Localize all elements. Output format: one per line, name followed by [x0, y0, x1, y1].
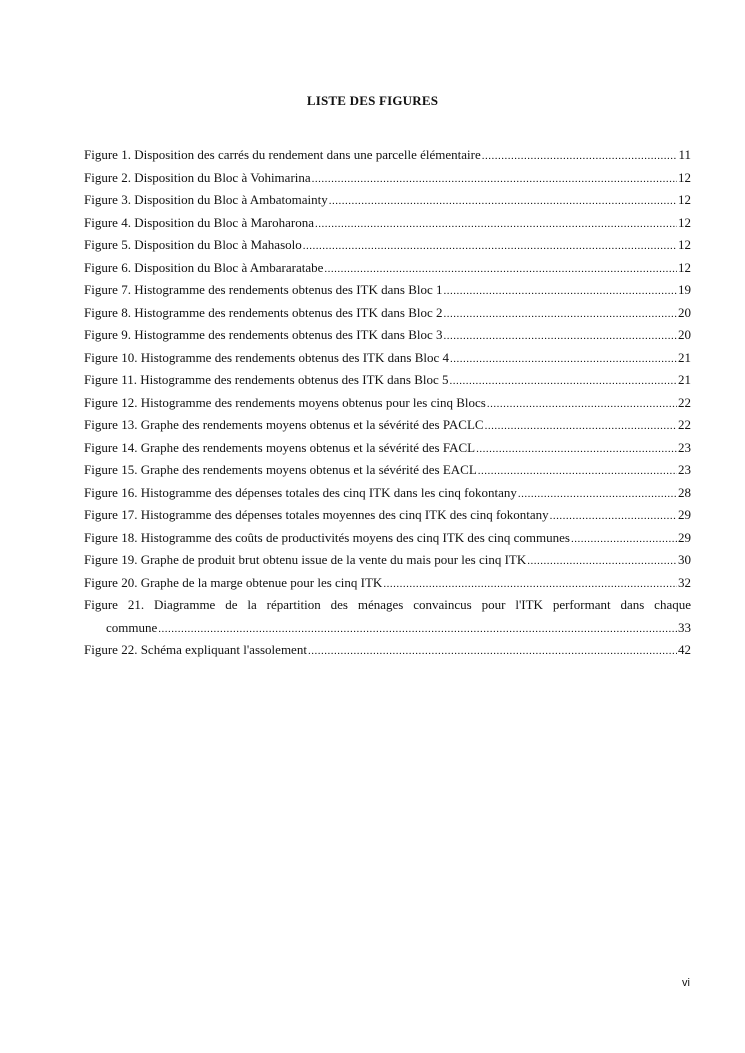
toc-entry-figure-7[interactable]: [84, 281, 691, 304]
page-title: LISTE DES FIGURES: [306, 93, 439, 108]
dot-leader: [383, 575, 677, 593]
toc-entry-page: 21: [678, 372, 691, 387]
toc-entry-figure-8[interactable]: [84, 304, 691, 327]
toc-entry-page: 12: [678, 237, 691, 252]
toc-entry-figure-22[interactable]: [84, 641, 691, 664]
dot-leader: [158, 620, 677, 638]
toc-entry-label: Figure 2. Disposition du Bloc à Vohimarina: [84, 169, 311, 185]
toc-entry-label: Figure 7. Histogramme des rendements obtenus des ITK dans Bloc 1: [84, 282, 443, 297]
dot-leader: [476, 440, 677, 458]
dot-leader: [527, 552, 677, 570]
toc-entry-figure-16[interactable]: [84, 484, 691, 507]
toc-entry-figure-17[interactable]: [84, 506, 691, 529]
toc-entry-page: 20: [678, 327, 691, 342]
toc-entry-page: 23: [678, 439, 691, 455]
toc-entry-figure-14[interactable]: [84, 439, 691, 462]
toc-entry-label-continued: commune: [106, 619, 158, 635]
toc-entry-label: Figure 19. Graphe de produit brut obtenu issue de la vente du mais pour les cinq ITK: [84, 552, 527, 567]
toc-entry-page: 21: [678, 349, 691, 365]
toc-entry-label: Figure 10. Histogramme des rendements obtenus des ITK dans Bloc 4: [84, 349, 450, 365]
page-number: vi: [682, 977, 690, 989]
toc-entry-page: 30: [678, 552, 691, 567]
toc-entry-figure-5[interactable]: [84, 236, 691, 259]
toc-entry-page: 12: [678, 169, 691, 185]
toc-entry-page: 12: [678, 192, 691, 207]
toc-entry-figure-19[interactable]: [84, 551, 691, 574]
toc-entry-label: Figure 21. Diagramme de la répartition des ménages convaincus pour l'ITK performant dans chaque: [84, 597, 691, 612]
dot-leader: [315, 215, 677, 233]
toc-entry-label: Figure 18. Histogramme des coûts de productivités moyens des cinq ITK des cinq communes: [84, 529, 570, 545]
toc-entry-page: 42: [678, 642, 691, 657]
toc-entry-figure-12[interactable]: [84, 394, 691, 417]
dot-leader: [444, 327, 677, 345]
toc-entry-figure-9[interactable]: [84, 326, 691, 349]
toc-entry-figure-20[interactable]: [84, 574, 691, 597]
toc-entry-figure-1[interactable]: [84, 146, 691, 169]
toc-entry-label: Figure 5. Disposition du Bloc à Mahasolo: [84, 237, 302, 252]
dot-leader: [324, 260, 677, 278]
dot-leader: [444, 305, 677, 323]
dot-leader: [312, 170, 677, 188]
toc-entry-figure-6[interactable]: [84, 259, 691, 282]
toc-entry-page: 11: [678, 147, 691, 162]
dot-leader: [487, 395, 677, 413]
toc-entry-label: Figure 6. Disposition du Bloc à Ambararatabe: [84, 259, 324, 275]
toc-entry-page: 29: [678, 507, 691, 522]
toc-entry-page: 33: [678, 619, 691, 635]
dot-leader: [450, 350, 677, 368]
toc-entry-label: Figure 8. Histogramme des rendements obtenus des ITK dans Bloc 2: [84, 304, 443, 320]
dot-leader: [450, 372, 677, 390]
toc-entry-figure-11[interactable]: [84, 371, 691, 394]
toc-entry-page: 23: [678, 462, 691, 477]
toc-entry-label: Figure 1. Disposition des carrés du rendement dans une parcelle élémentaire: [84, 147, 481, 162]
toc-entry-page: 32: [678, 574, 691, 590]
toc-entry-label: Figure 3. Disposition du Bloc à Ambatomainty: [84, 192, 328, 207]
toc-entry-page: 22: [678, 417, 691, 432]
toc-entry-figure-10[interactable]: [84, 349, 691, 372]
toc-entry-page: 22: [678, 394, 691, 410]
dot-leader: [482, 147, 678, 165]
dot-leader: [485, 417, 677, 435]
toc-entry-page: 28: [678, 484, 691, 500]
toc-entry-page: 29: [678, 529, 691, 545]
dot-leader: [308, 642, 677, 660]
list-of-figures: [84, 146, 691, 664]
toc-entry-figure-4[interactable]: [84, 214, 691, 237]
dot-leader: [329, 192, 677, 210]
dot-leader: [571, 530, 677, 548]
dot-leader: [518, 485, 677, 503]
toc-entry-label: Figure 12. Histogramme des rendements moyens obtenus pour les cinq Blocs: [84, 394, 486, 410]
toc-entry-label: Figure 14. Graphe des rendements moyens obtenus et la sévérité des FACL: [84, 439, 476, 455]
dot-leader: [303, 237, 677, 255]
toc-entry-figure-15[interactable]: [84, 461, 691, 484]
dot-leader: [478, 462, 677, 480]
toc-entry-label: Figure 13. Graphe des rendements moyens obtenus et la sévérité des PACLC: [84, 417, 484, 432]
toc-entry-label: Figure 22. Schéma expliquant l'assolement: [84, 642, 307, 657]
toc-entry-label: Figure 11. Histogramme des rendements obtenus des ITK dans Bloc 5: [84, 372, 449, 387]
toc-entry-figure-3[interactable]: [84, 191, 691, 214]
toc-entry-page: 19: [678, 282, 691, 297]
dot-leader: [550, 507, 677, 525]
toc-entry-figure-21[interactable]: [84, 596, 691, 641]
toc-entry-figure-13[interactable]: [84, 416, 691, 439]
toc-entry-label: Figure 16. Histogramme des dépenses totales des cinq ITK dans les cinq fokontany: [84, 484, 517, 500]
toc-entry-figure-18[interactable]: [84, 529, 691, 552]
dot-leader: [444, 282, 677, 300]
toc-entry-label: Figure 9. Histogramme des rendements obtenus des ITK dans Bloc 3: [84, 327, 443, 342]
toc-entry-page: 12: [678, 214, 691, 230]
toc-entry-figure-2[interactable]: [84, 169, 691, 192]
toc-entry-page: 12: [678, 259, 691, 275]
toc-entry-label: Figure 20. Graphe de la marge obtenue pour les cinq ITK: [84, 574, 383, 590]
toc-entry-page: 20: [678, 304, 691, 320]
toc-entry-label: Figure 4. Disposition du Bloc à Maroharona: [84, 214, 314, 230]
toc-entry-label: Figure 17. Histogramme des dépenses totales moyennes des cinq ITK des cinq fokontany: [84, 507, 549, 522]
toc-entry-label: Figure 15. Graphe des rendements moyens obtenus et la sévérité des EACL: [84, 462, 477, 477]
